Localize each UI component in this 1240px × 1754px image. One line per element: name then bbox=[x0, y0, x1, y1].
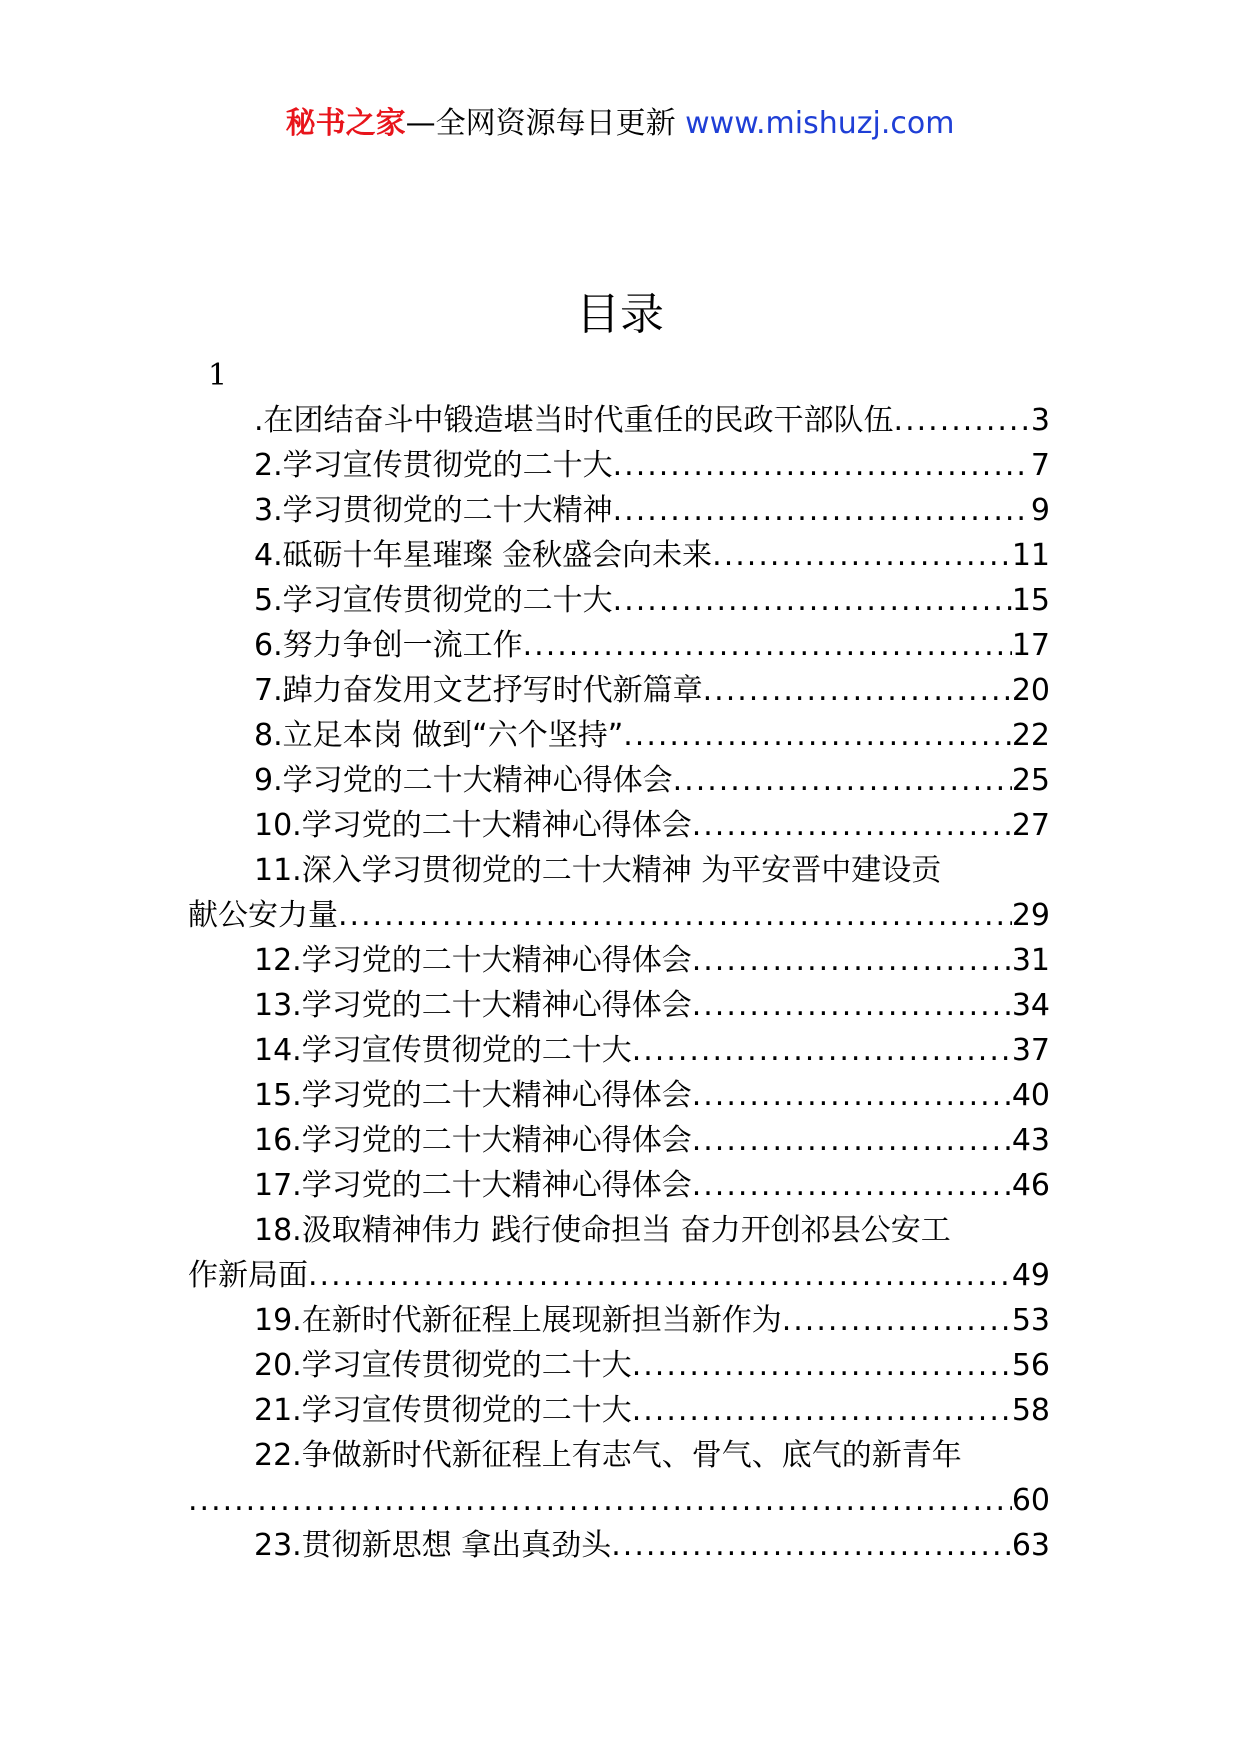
website-link[interactable]: www.mishuzj.com bbox=[685, 106, 955, 141]
toc-entry-title: 6.努力争创一流工作 bbox=[254, 628, 523, 663]
toc-entry-title: .在团结奋斗中锻造堪当时代重任的民政干部队伍 bbox=[254, 403, 894, 438]
dot-leader bbox=[712, 533, 1012, 578]
dot-leader bbox=[188, 1478, 1012, 1523]
dot-leader bbox=[782, 1298, 1012, 1343]
toc-entry[interactable] bbox=[188, 893, 1050, 938]
toc-page-number: 15 bbox=[1011, 583, 1050, 618]
dot-leader bbox=[692, 938, 1012, 983]
toc-entry[interactable] bbox=[188, 1028, 1050, 1073]
toc-page-number: 37 bbox=[1011, 1033, 1050, 1068]
toc-entry-title: 16.学习党的二十大精神心得体会 bbox=[254, 1123, 692, 1158]
page-title: 目录 bbox=[576, 289, 664, 340]
toc-entry-title: 17.学习党的二十大精神心得体会 bbox=[254, 1168, 692, 1203]
toc-entry[interactable] bbox=[188, 1163, 1050, 1208]
toc-entry[interactable] bbox=[188, 1073, 1050, 1118]
dot-leader bbox=[692, 983, 1012, 1028]
dot-leader bbox=[692, 1073, 1012, 1118]
toc-entry[interactable] bbox=[188, 1523, 1050, 1568]
toc-page-number: 17 bbox=[1011, 628, 1050, 663]
toc-page-number: 40 bbox=[1011, 1078, 1050, 1113]
toc-entry-first-line[interactable]: 11.深入学习贯彻党的二十大精神 为平安晋中建设贡 bbox=[254, 853, 942, 888]
toc-page-number: 63 bbox=[1011, 1528, 1050, 1563]
toc-entry[interactable] bbox=[188, 488, 1050, 533]
toc-page-number: 49 bbox=[1011, 1258, 1050, 1293]
toc-entry[interactable] bbox=[188, 443, 1050, 488]
toc-entry[interactable] bbox=[188, 938, 1050, 983]
toc-page-number: 58 bbox=[1011, 1393, 1050, 1428]
toc-page-number: 31 bbox=[1011, 943, 1050, 978]
toc-entry[interactable] bbox=[188, 1343, 1050, 1388]
toc-entry-title: 2.学习宣传贯彻党的二十大 bbox=[254, 448, 613, 483]
dot-leader bbox=[611, 1523, 1012, 1568]
dot-leader bbox=[632, 1028, 1012, 1073]
toc-entry[interactable] bbox=[188, 803, 1050, 848]
toc-entry[interactable] bbox=[188, 1388, 1050, 1433]
toc-entry-title: 7.踔力奋发用文艺抒写时代新篇章 bbox=[254, 673, 703, 708]
toc-entry[interactable] bbox=[188, 758, 1050, 803]
toc-entry-title: 3.学习贯彻党的二十大精神 bbox=[254, 493, 613, 528]
toc-entry-title: 19.在新时代新征程上展现新担当新作为 bbox=[254, 1303, 782, 1338]
dot-leader bbox=[613, 488, 1031, 533]
toc-entry[interactable] bbox=[188, 623, 1050, 668]
toc-page-number: 25 bbox=[1011, 763, 1050, 798]
dot-leader bbox=[703, 668, 1012, 713]
toc-page-number: 53 bbox=[1011, 1303, 1050, 1338]
dot-leader bbox=[632, 1388, 1012, 1433]
toc-entry[interactable] bbox=[188, 398, 1050, 443]
brand-name: 秘书之家 bbox=[285, 106, 406, 141]
toc-page-number: 20 bbox=[1011, 673, 1050, 708]
dot-leader bbox=[613, 443, 1031, 488]
toc-entry[interactable] bbox=[188, 1118, 1050, 1163]
toc-entry-first-line[interactable]: 22.争做新时代新征程上有志气、骨气、底气的新青年 bbox=[254, 1438, 962, 1473]
toc-entry-title: 12.学习党的二十大精神心得体会 bbox=[254, 943, 692, 978]
header-tagline: —全网资源每日更新 bbox=[405, 106, 676, 141]
dot-leader bbox=[308, 1253, 1012, 1298]
dot-leader bbox=[632, 1343, 1012, 1388]
toc-page-number: 60 bbox=[1011, 1483, 1050, 1518]
toc-page-number: 27 bbox=[1011, 808, 1050, 843]
toc-page-number: 7 bbox=[1030, 448, 1050, 483]
toc-page-number: 34 bbox=[1011, 988, 1050, 1023]
toc-page-number: 29 bbox=[1011, 898, 1050, 933]
toc-entry-title: 献公安力量 bbox=[188, 898, 338, 933]
toc-page-number: 9 bbox=[1030, 493, 1050, 528]
toc-page-number: 43 bbox=[1011, 1123, 1050, 1158]
table-of-contents bbox=[188, 398, 1050, 1568]
dot-leader bbox=[692, 1163, 1012, 1208]
toc-entry-title: 10.学习党的二十大精神心得体会 bbox=[254, 808, 692, 843]
dot-leader bbox=[894, 398, 1031, 443]
first-entry-number: 1 bbox=[208, 358, 228, 393]
toc-entry[interactable] bbox=[188, 1253, 1050, 1298]
toc-entry-title: 14.学习宣传贯彻党的二十大 bbox=[254, 1033, 632, 1068]
toc-entry-title: 8.立足本岗 做到“六个坚持” bbox=[254, 718, 624, 753]
toc-page-number: 3 bbox=[1030, 403, 1050, 438]
toc-page-number: 56 bbox=[1011, 1348, 1050, 1383]
dot-leader bbox=[692, 1118, 1012, 1163]
toc-entry-title: 20.学习宣传贯彻党的二十大 bbox=[254, 1348, 632, 1383]
toc-entry-title: 13.学习党的二十大精神心得体会 bbox=[254, 988, 692, 1023]
toc-page-number: 11 bbox=[1011, 538, 1050, 573]
dot-leader bbox=[523, 623, 1012, 668]
dot-leader bbox=[692, 803, 1012, 848]
toc-entry-first-line[interactable]: 18.汲取精神伟力 践行使命担当 奋力开创祁县公安工 bbox=[254, 1213, 951, 1248]
toc-entry[interactable] bbox=[188, 578, 1050, 623]
toc-page-number: 22 bbox=[1011, 718, 1050, 753]
document-header bbox=[0, 98, 1240, 142]
dot-leader bbox=[673, 758, 1012, 803]
toc-entry[interactable] bbox=[188, 983, 1050, 1028]
toc-entry-title: 21.学习宣传贯彻党的二十大 bbox=[254, 1393, 632, 1428]
toc-entry-title: 23.贯彻新思想 拿出真劲头 bbox=[254, 1528, 612, 1563]
toc-entry[interactable] bbox=[188, 533, 1050, 578]
toc-entry-title: 作新局面 bbox=[188, 1258, 308, 1293]
toc-entry-title: 15.学习党的二十大精神心得体会 bbox=[254, 1078, 692, 1113]
toc-entry[interactable] bbox=[188, 1298, 1050, 1343]
toc-entry[interactable] bbox=[188, 668, 1050, 713]
toc-entry-title: 4.砥砺十年星璀璨 金秋盛会向未来 bbox=[254, 538, 713, 573]
dot-leader bbox=[338, 893, 1012, 938]
toc-entry[interactable] bbox=[188, 1478, 1050, 1523]
dot-leader bbox=[623, 713, 1012, 758]
toc-entry-title: 5.学习宣传贯彻党的二十大 bbox=[254, 583, 613, 618]
dot-leader bbox=[613, 578, 1012, 623]
toc-page-number: 46 bbox=[1011, 1168, 1050, 1203]
toc-entry[interactable] bbox=[188, 713, 1050, 758]
toc-entry-title: 9.学习党的二十大精神心得体会 bbox=[254, 763, 673, 798]
